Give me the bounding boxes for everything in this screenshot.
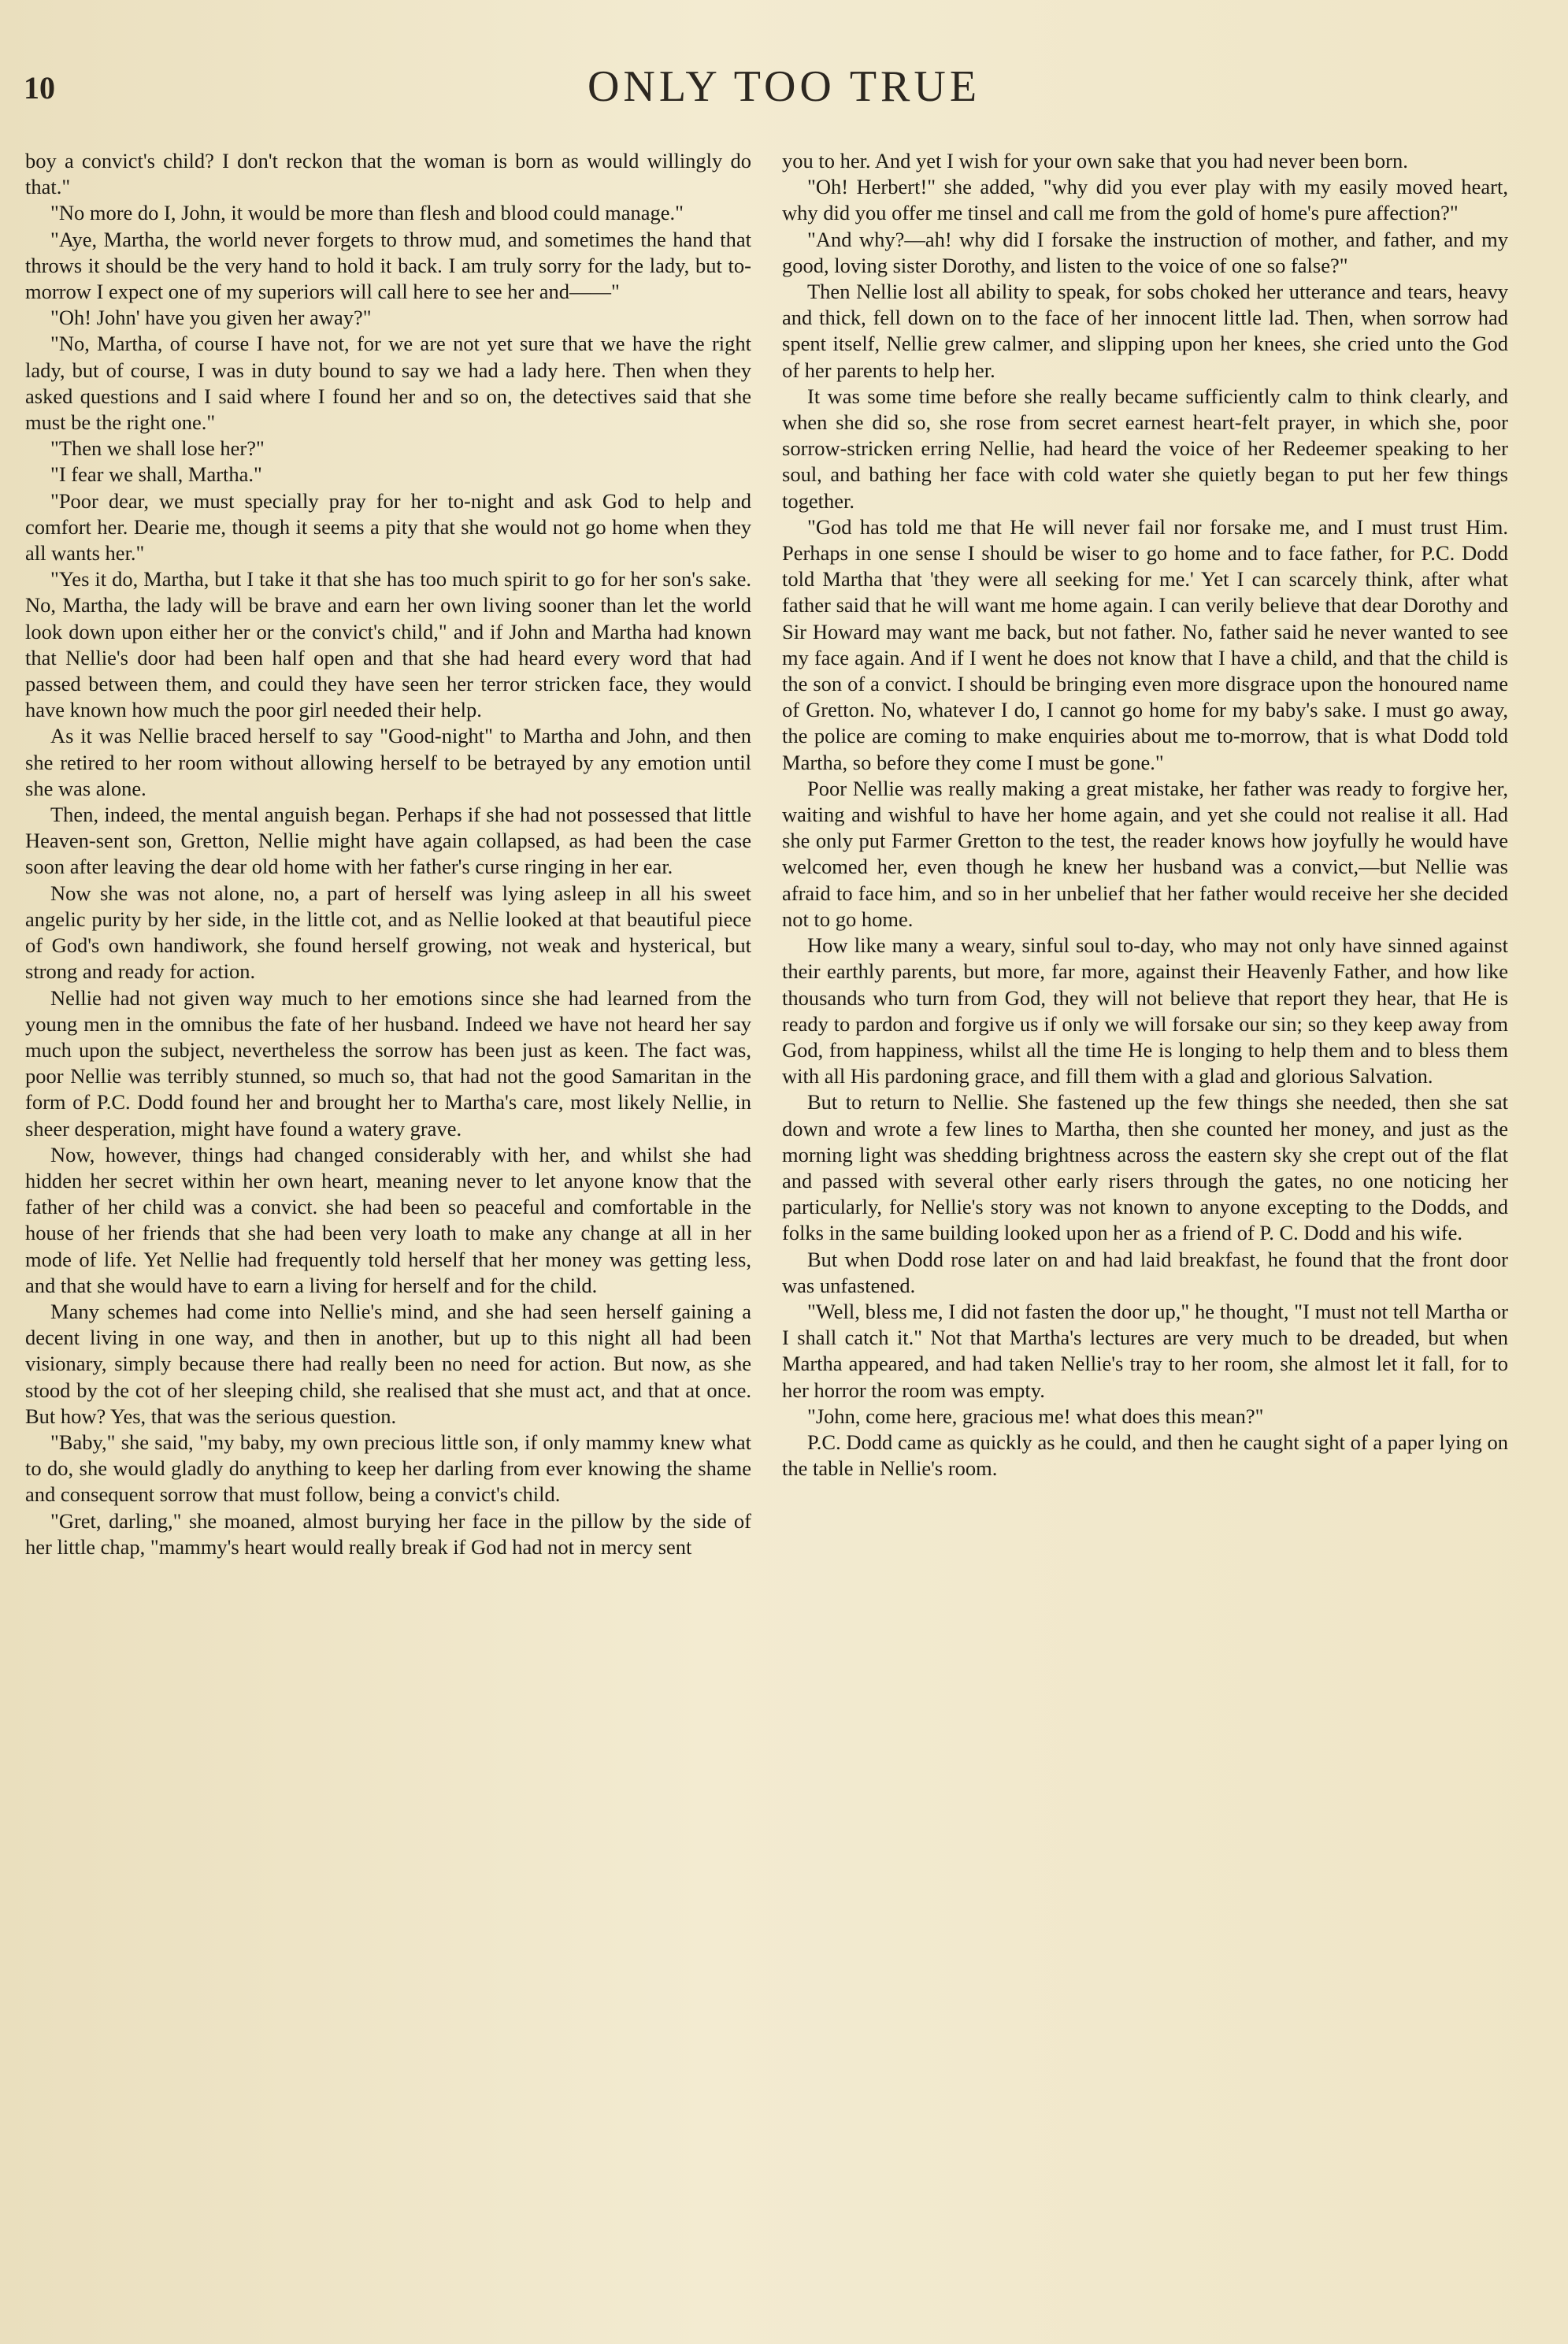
paragraph: As it was Nellie braced herself to say "Good-night" to Martha and John, and then she retired to her room without allowing herself to be betrayed by any emotion until she was alone. xyxy=(25,724,751,800)
paragraph: "Gret, darling," she moaned, almost burying her face in the pillow by the side of her little chap, "mammy's heart would really break if God had not in mercy sent xyxy=(25,1508,751,1559)
paragraph: But when Dodd rose later on and had laid breakfast, he found that the front door was unfastened. xyxy=(782,1247,1508,1297)
paragraph: "And why?—ah! why did I forsake the instruction of mother, and father, and my good, loving sister Dorothy, and listen to the voice of one so false?" xyxy=(782,227,1508,277)
paragraph: But to return to Nellie. She fastened up the few things she needed, then she sat down and wrote a few lines to Martha, then she counted her money, and just as the morning light was shedding brightness across the eastern sky she crept out of the flat and passed with several other early risers through the gates, no one noticing her particularly, for Nellie's story was not known to anyone excepting to the Dodds, and folks in the same building looked upon her as a friend of P. C. Dodd and his wife. xyxy=(782,1090,1508,1245)
paragraph: Nellie had not given way much to her emotions since she had learned from the young men in the omnibus the fate of her husband. Indeed we have not heard her say much upon the subject, nevertheless the sorrow has been just as keen. The fact was, poor Nellie was terribly stunned, so much so, that had not the good Samaritan in the form of P.C. Dodd found her and brought her to Martha's care, most likely Nellie, in sheer desperation, might have found a watery grave. xyxy=(25,985,751,1140)
page-number: 10 xyxy=(24,70,55,106)
paragraph: Then Nellie lost all ability to speak, for sobs choked her utterance and tears, heavy and thick, fell down on to the face of her innocent little lad. Then, when sorrow had spent itself, Nellie grew calmer, and slipping upon her knees, she cried unto the God of her parents to help her. xyxy=(782,280,1508,382)
paragraph: "Oh! Herbert!" she added, "why did you ever play with my easily moved heart, why did you offer me tinsel and call me from the gold of home's pure affection?" xyxy=(782,175,1508,225)
left-column xyxy=(25,148,751,1560)
paragraph: "Well, bless me, I did not fasten the door up," he thought, "I must not tell Martha or I shall catch it." Not that Martha's lectures are very much to be dreaded, but when Martha appeared, and had taken Nellie's tray to her room, she almost let it fall, for to her horror the room was empty. xyxy=(782,1299,1508,1402)
page-title: ONLY TOO TRUE xyxy=(587,62,981,111)
paragraph: "Poor dear, we must specially pray for her to-night and ask God to help and comfort her. Dearie me, though it seems a pity that she would not go home when they all wants her." xyxy=(25,488,751,566)
paragraph: "Oh! John' have you given her away?" xyxy=(50,306,372,330)
paragraph: It was some time before she really became sufficiently calm to think clearly, and when she did so, she rose from secret earnest heart-felt prayer, in which she, poor sorrow-stricken erring Nellie, had heard the voice of her Redeemer speaking to her soul, and bathing her face with cold water she quietly began to put her few things together. xyxy=(782,384,1508,513)
paragraph: Then, indeed, the mental anguish began. Perhaps if she had not possessed that little Heaven-sent son, Gretton, Nellie might have again collapsed, as had been the case soon after leaving the dear old home with her father's curse ringing in her ear. xyxy=(25,803,751,879)
paragraph: Poor Nellie was really making a great mistake, her father was ready to forgive her, waiting and wishful to have her home again, and yet she could not realise it all. Had she only put Farmer Gretton to the test, the reader knows how joyfully he would have welcomed her, even though he knew her husband was a convict,—but Nellie was afraid to face him, and so in her unbelief that her father would receive her she decided not to go home. xyxy=(782,776,1508,931)
paragraph: "Baby," she said, "my baby, my own precious little son, if only mammy knew what to do, she would gladly do anything to keep her darling from ever knowing the shame and consequent sorrow that must follow, being a convict's child. xyxy=(25,1430,751,1507)
paragraph: "I fear we shall, Martha." xyxy=(50,462,262,487)
paragraph: How like many a weary, sinful soul to-day, who may not only have sinned against their earthly parents, but more, far more, against their Heavenly Father, and how like thousands who turn from God, they will not believe that report they hear, that He is ready to pardon and forgive us if only we will forsake our sin; so they keep away from God, from happiness, whilst all the time He is longing to help them and to bless them with all His pardoning grace, and fill them with a glad and glorious Salvation. xyxy=(782,933,1508,1089)
paragraph: "No, Martha, of course I have not, for we are not yet sure that we have the right lady, but of course, I was in duty bound to say we had a lady here. Then when they asked questions and I said where I found her and so on, the detectives said that she must be the right one." xyxy=(25,332,751,435)
paragraph: "Then we shall lose her?" xyxy=(50,436,265,461)
paragraph: Now she was not alone, no, a part of herself was lying asleep in all his sweet angelic purity by her side, in the little cot, and as Nellie looked at that beautiful piece of God's own handiwork, she found herself growing, not weak and hysterical, but strong and ready for action. xyxy=(25,881,751,984)
paragraph: "No more do I, John, it would be more than flesh and blood could manage." xyxy=(50,201,684,225)
paragraph: Many schemes had come into Nellie's mind, and she had seen herself gaining a decent living in one way, and then in another, but up to this night all had been visionary, simply because there had really been no need for action. But now, as she stood by the cot of her sleeping child, she realised that she must act, and that at once. But how? Yes, that was the serious question. xyxy=(25,1299,751,1428)
paragraph: "John, come here, gracious me! what does this mean?" xyxy=(807,1404,1264,1428)
paragraph: you to her. And yet I wish for your own sake that you had never been born. xyxy=(782,149,1408,172)
right-column xyxy=(782,148,1508,1482)
paragraph: Now, however, things had changed considerably with her, and whilst she had hidden her secret within her own heart, meaning never to let anyone know that the father of her child was a convict. she had been so peaceful and comfortable in the house of her friends that she had been very loath to make any change at all in her mode of life. Yet Nellie had frequently told herself that her money was getting less, and that she would have to earn a living for herself and for the child. xyxy=(25,1142,751,1297)
paragraph: "God has told me that He will never fail nor forsake me, and I must trust Him. Perhaps in one sense I should be wiser to go home and to face father, for P.C. Dodd told Martha that 'they were all seeking for me.' Yet I can scarcely think, after what father said that he will want me home again. I can verily believe that dear Dorothy and Sir Howard may want me back, but not father. No, father said he never wanted to see my face again. And if I went he does not know that I have a child, and that the child is the son of a convict. I should be bringing even more disgrace upon the honoured name of Gretton. No, whatever I do, I cannot go home for my baby's sake. I must go away, the police are coming to make enquiries about me to-morrow, that is what Dodd told Martha, so before they come I must be gone." xyxy=(782,514,1508,774)
paragraph: boy a convict's child? I don't reckon that the woman is born as would willingly do that." xyxy=(25,149,751,199)
paragraph: P.C. Dodd came as quickly as he could, and then he caught sight of a paper lying on the table in Nellie's room. xyxy=(782,1430,1508,1481)
paragraph: "Aye, Martha, the world never forgets to throw mud, and sometimes the hand that throws it should be the very hand to hold it back. I am truly sorry for the lady, but to-morrow I expect one of my superiors will call here to see her and——" xyxy=(25,227,751,304)
paragraph: "Yes it do, Martha, but I take it that she has too much spirit to go for her son's sake. No, Martha, the lady will be brave and earn her own living sooner than let the world look down upon either her or the convict's child," and if John and Martha had known that Nellie's door had been half open and that she had heard every word that had passed between them, and could they have seen her terror stricken face, they would have known how much the poor girl needed their help. xyxy=(25,567,751,722)
